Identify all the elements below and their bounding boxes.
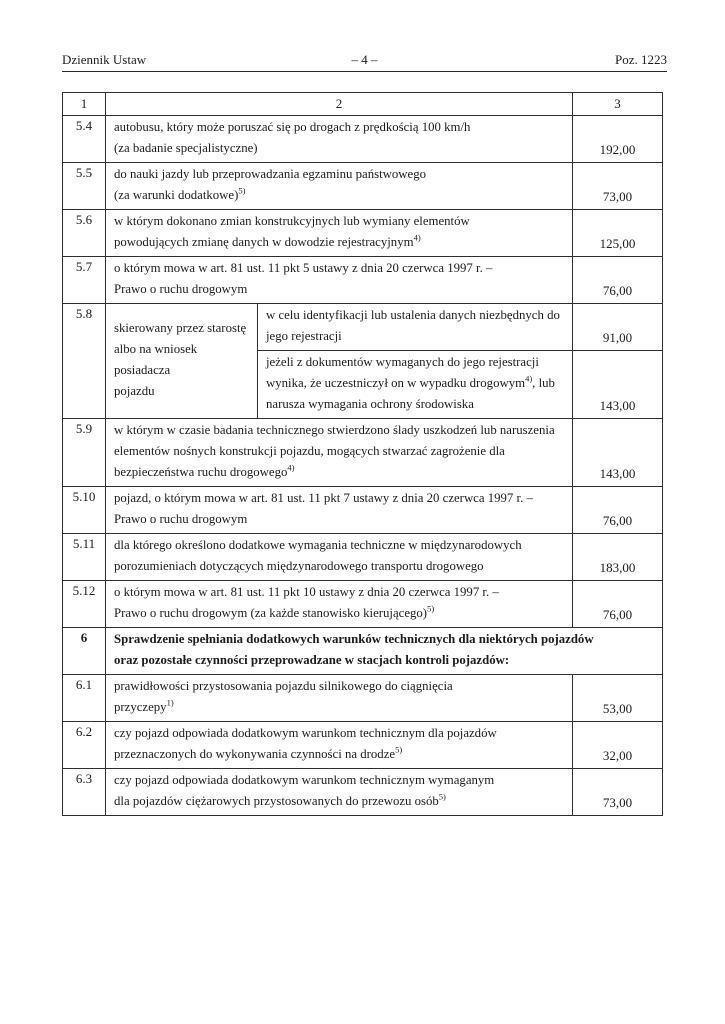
fee-amount-cell: 73,00 bbox=[573, 163, 663, 210]
row-number-cell: 6.3 bbox=[63, 769, 106, 816]
section-row bbox=[63, 628, 663, 675]
text-line: o którym mowa w art. 81 ust. 11 pkt 10 ustawy z dnia 20 czerwca 1997 r. – bbox=[114, 585, 499, 599]
description-cell bbox=[106, 163, 573, 210]
fee-table bbox=[62, 92, 663, 816]
table-row bbox=[63, 419, 663, 487]
text-line: Prawo o ruchu drogowym bbox=[114, 512, 248, 526]
row-number-cell: 5.9 bbox=[63, 419, 106, 487]
fee-amount-cell: 32,00 bbox=[573, 722, 663, 769]
footnote-reference: 5) bbox=[427, 603, 435, 614]
text-line: elementów nośnych konstrukcji pojazdu, mogących stwarzać zagrożenie dla bbox=[114, 444, 505, 458]
text-line: skierowany przez starostę bbox=[114, 321, 247, 335]
text-line: w którym dokonano zmian konstrukcyjnych lub wymiany elementów bbox=[114, 214, 470, 228]
text-line: (za warunki dodatkowe)$^{5)}$ bbox=[114, 185, 246, 202]
table-row bbox=[63, 534, 663, 581]
table-row bbox=[63, 257, 663, 304]
footnote-reference: 5) bbox=[395, 744, 403, 755]
fee-amount-cell: 125,00 bbox=[573, 210, 663, 257]
footnote-reference: 5) bbox=[438, 791, 446, 802]
fee-amount-cell: 53,00 bbox=[573, 675, 663, 722]
description-cell bbox=[106, 419, 573, 487]
table-row bbox=[63, 163, 663, 210]
description-cell bbox=[106, 116, 573, 163]
description-cell bbox=[106, 534, 573, 581]
fee-table-body bbox=[63, 116, 663, 816]
fee-amount-cell: 143,00 bbox=[573, 419, 663, 487]
text-line: przyczepy$^{1)}$ bbox=[114, 697, 174, 714]
text-line: dla którego określono dodatkowe wymagania techniczne w międzynarodowych bbox=[114, 538, 522, 552]
row-number-cell: 6.2 bbox=[63, 722, 106, 769]
fee-amount-cell: 192,00 bbox=[573, 116, 663, 163]
description-cell bbox=[106, 675, 573, 722]
description-cell bbox=[106, 769, 573, 816]
table-row bbox=[63, 722, 663, 769]
table-row bbox=[63, 210, 663, 257]
row-number-cell: 5.10 bbox=[63, 487, 106, 534]
text-line: oraz pozostałe czynności przeprowadzane w stacjach kontroli pojazdów: bbox=[114, 653, 510, 667]
description-cell bbox=[106, 487, 573, 534]
table-row bbox=[63, 487, 663, 534]
text-line: albo na wniosek posiadacza bbox=[114, 342, 198, 377]
text-line: Prawo o ruchu drogowym (za każde stanowisko kierującego)$^{5)}$ bbox=[114, 603, 435, 620]
shared-condition-cell bbox=[106, 304, 258, 419]
footnote-reference: 4) bbox=[413, 232, 421, 243]
footnote-reference: 1) bbox=[166, 697, 174, 708]
column-header-1: 1 bbox=[63, 93, 106, 116]
text-line: bezpieczeństwa ruchu drogowego$^{4)}$ bbox=[114, 462, 295, 479]
text-line: dla pojazdów ciężarowych przystosowanych do przewozu osób$^{5)}$ bbox=[114, 791, 446, 808]
text-line: czy pojazd odpowiada dodatkowym warunkom technicznym wymaganym bbox=[114, 773, 495, 787]
column-header-2: 2 bbox=[106, 93, 573, 116]
row-number-cell: 5.4 bbox=[63, 116, 106, 163]
text-line: narusza wymagania ochrony środowiska bbox=[266, 397, 474, 411]
table-row bbox=[63, 675, 663, 722]
footnote-reference: 5) bbox=[238, 185, 246, 196]
journal-name: Dziennik Ustaw bbox=[62, 52, 147, 67]
row-number-cell: 5.5 bbox=[63, 163, 106, 210]
text-line: czy pojazd odpowiada dodatkowym warunkom technicznym dla pojazdów bbox=[114, 726, 497, 740]
fee-amount-cell: 183,00 bbox=[573, 534, 663, 581]
text-line: pojazdu bbox=[114, 384, 155, 398]
text-line: wynika, że uczestniczył on w wypadku drogowym$^{4)}$, lub bbox=[266, 373, 555, 390]
description-cell bbox=[258, 351, 573, 419]
fee-amount-cell: 76,00 bbox=[573, 581, 663, 628]
running-head bbox=[62, 52, 667, 72]
text-line: w celu identyfikacji lub ustalenia danych niezbędnych do bbox=[266, 308, 560, 322]
text-line: autobusu, który może poruszać się po drogach z prędkością 100 km/h bbox=[114, 120, 471, 134]
text-line: porozumieniach dotyczących międzynarodowego transportu drogowego bbox=[114, 559, 484, 573]
position-number: Poz. 1223 bbox=[615, 52, 667, 67]
row-number-cell: 5.11 bbox=[63, 534, 106, 581]
text-line: pojazd, o którym mowa w art. 81 ust. 11 pkt 7 ustawy z dnia 20 czerwca 1997 r. – bbox=[114, 491, 533, 505]
row-number-cell: 5.7 bbox=[63, 257, 106, 304]
row-number-cell: 5.8 bbox=[63, 304, 106, 419]
fee-amount-cell: 76,00 bbox=[573, 257, 663, 304]
text-line: przeznaczonych do wykonywania czynności na drodze$^{5)}$ bbox=[114, 744, 403, 761]
text-line: powodujących zmianę danych w dowodzie rejestracyjnym$^{4)}$ bbox=[114, 232, 421, 249]
description-cell bbox=[258, 304, 573, 351]
fee-amount-cell: 73,00 bbox=[573, 769, 663, 816]
table-row bbox=[63, 581, 663, 628]
column-header-3: 3 bbox=[573, 93, 663, 116]
text-line: do nauki jazdy lub przeprowadzania egzaminu państwowego bbox=[114, 167, 426, 181]
text-line: jego rejestracji bbox=[266, 329, 342, 343]
page-number: – 4 – bbox=[351, 52, 378, 67]
text-line: Sprawdzenie spełniania dodatkowych warunków technicznych dla niektórych pojazdów bbox=[114, 632, 594, 646]
table-row bbox=[63, 116, 663, 163]
text-line: prawidłowości przystosowania pojazdu silnikowego do ciągnięcia bbox=[114, 679, 453, 693]
row-number-cell: 6 bbox=[63, 628, 106, 675]
row-number-cell: 5.12 bbox=[63, 581, 106, 628]
text-line: o którym mowa w art. 81 ust. 11 pkt 5 ustawy z dnia 20 czerwca 1997 r. – bbox=[114, 261, 493, 275]
footnote-reference: 4) bbox=[525, 373, 533, 384]
row-number-cell: 6.1 bbox=[63, 675, 106, 722]
text-line: jeżeli z dokumentów wymaganych do jego rejestracji bbox=[266, 355, 539, 369]
fee-amount-cell: 91,00 bbox=[573, 304, 663, 351]
footnote-reference: 4) bbox=[287, 462, 295, 473]
section-title-cell bbox=[106, 628, 663, 675]
text-line: (za badanie specjalistyczne) bbox=[114, 141, 258, 155]
table-row bbox=[63, 769, 663, 816]
column-header-row bbox=[63, 93, 663, 116]
description-cell bbox=[106, 581, 573, 628]
description-cell bbox=[106, 210, 573, 257]
fee-amount-cell: 143,00 bbox=[573, 351, 663, 419]
description-cell bbox=[106, 257, 573, 304]
table-row bbox=[63, 304, 663, 351]
fee-amount-cell: 76,00 bbox=[573, 487, 663, 534]
text-line: w którym w czasie badania technicznego stwierdzono ślady uszkodzeń lub naruszenia bbox=[114, 423, 555, 437]
description-cell bbox=[106, 722, 573, 769]
row-number-cell: 5.6 bbox=[63, 210, 106, 257]
text-line: Prawo o ruchu drogowym bbox=[114, 282, 248, 296]
